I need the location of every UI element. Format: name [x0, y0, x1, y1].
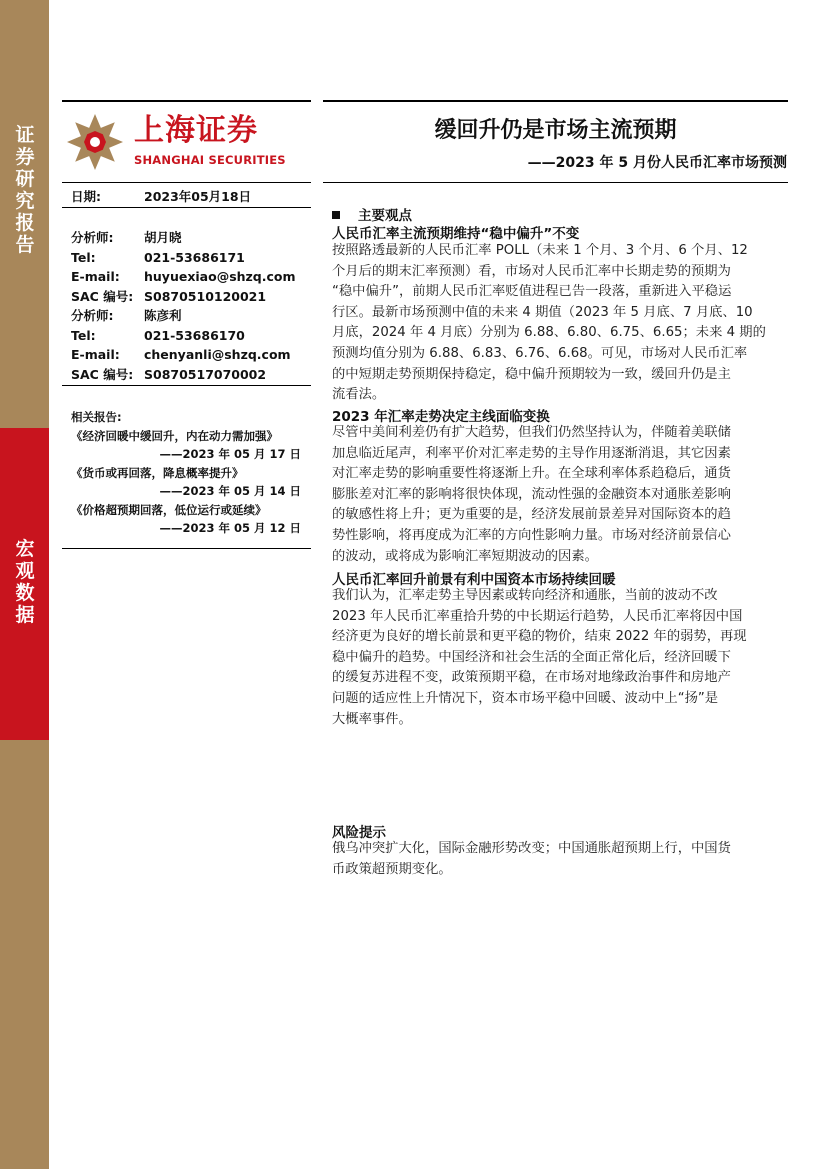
text-line: 流看法。 [332, 387, 386, 403]
text-line: “稳中偏升”，前期人民币汇率贬值进程已告一段落，重新进入平稳运 [332, 284, 732, 300]
meta-value: S0870517070002 [144, 366, 267, 382]
related-report-link[interactable]: 《货币或再回落，降息概率提升》 [71, 465, 244, 480]
section-heading: 人民币汇率主流预期维持“稳中偏升”不变 [332, 226, 580, 242]
text-line: 经济更为良好的增长前景和更平稳的物价，结束 2022 年的弱势，再现 [332, 629, 747, 645]
related-heading: 相关报告: [71, 410, 122, 424]
meta-label: E-mail: [71, 347, 120, 362]
meta-label: Tel: [71, 249, 96, 265]
related-report-link[interactable]: 《价格超预期回落，低位运行或延续》 [71, 502, 267, 517]
text-line: 对汇率走势的影响重要性将逐渐上升。在全球利率体系趋稳后，通货 [332, 466, 731, 482]
brand-name-en: SHANGHAI SECURITIES [134, 153, 286, 167]
related-report-date: ——2023 年 05 月 17 日 [159, 447, 301, 461]
text-line: 尽管中美间利差仍有扩大趋势，但我们仍然坚持认为，伴随着美联储 [332, 425, 731, 440]
report-title: 缓回升仍是市场主流预期 [434, 118, 677, 143]
octagon-sun-logo-icon [66, 113, 124, 171]
meta-label: SAC 编号: [71, 288, 134, 304]
text-line: 月底，2024 年 4 月底）分别为 6.88、6.80、6.75、6.65；未来 4 期的 [332, 325, 766, 341]
text-line: 预测均值分别为 6.88、6.83、6.76、6.68。可见，市场对人民币汇率 [332, 345, 748, 361]
square-bullet-icon [332, 211, 340, 219]
section-paragraph [332, 241, 781, 406]
text-line: 的波动，或将成为影响汇率短期波动的因素。 [332, 548, 598, 564]
top-rule-left [62, 100, 311, 102]
meta-label: 分析师: [71, 308, 114, 323]
meta-bottom-rule [62, 385, 311, 386]
meta-value: 陈彦利 [144, 308, 182, 323]
meta-value: S0870510120021 [144, 288, 267, 304]
section-paragraph [332, 586, 781, 730]
related-report-link[interactable]: 《经济回暖中缓回升，内在动力需加强》 [71, 428, 278, 443]
meta-label: Tel: [71, 327, 96, 343]
text-line: 的敏感性将上升；更为重要的是，经济发展前景差异对国际资本的趋 [332, 507, 731, 523]
meta-label: 分析师: [71, 230, 114, 245]
text-line: 按照路透最新的人民币汇率 POLL（未来 1 个月、3 个月、6 个月、12 [332, 243, 748, 258]
risk-heading: 风险提示 [332, 825, 386, 841]
text-line: 我们认为，汇率走势主导因素或转向经济和通胀，当前的波动不改 [332, 588, 718, 603]
text-line: 的缓复苏进程不变，政策预期平稳，在市场对地缘政治事件和房地产 [332, 670, 731, 686]
meta-top-rule [62, 182, 311, 183]
text-line: 2023 年人民币汇率重拾升势的中长期运行趋势，人民币汇率将因中国 [332, 608, 743, 624]
meta-label: 日期: [71, 189, 101, 204]
section-heading: 人民币汇率回升前景有利中国资本市场持续回暖 [332, 572, 616, 588]
text-line: 加息临近尾声，利率平价对汇率走势的主导作用逐渐消退，其它因素 [332, 445, 731, 461]
text-line: 大概率事件。 [332, 711, 412, 727]
brand-name-cn: 上海证券 [134, 113, 258, 148]
key-points-heading [332, 204, 412, 224]
text-line: 行区。最新市场预测中值的未来 4 期值（2023 年 5 月底、7 月底、10 [332, 304, 753, 320]
meta-label: E-mail: [71, 269, 120, 284]
sidebar-topic-label: 宏观数据 [15, 538, 35, 626]
meta-value: chenyanli@shzq.com [144, 347, 291, 362]
related-reports [71, 408, 301, 538]
meta-value: huyuexiao@shzq.com [144, 269, 296, 284]
related-report-date: ——2023 年 05 月 12 日 [159, 521, 301, 535]
related-report-date: ——2023 年 05 月 14 日 [159, 484, 301, 498]
title-bottom-rule [323, 182, 788, 183]
risk-paragraph [332, 839, 781, 880]
sidebar-category-label: 证券研究报告 [15, 124, 35, 256]
text-line: 稳中偏升的趋势。中国经济和社会生活的全面正常化后，经济回暖下 [332, 649, 731, 665]
related-bottom-rule [62, 548, 311, 549]
text-line: 势性影响，将再度成为汇率的方向性影响力量。市场对经济前景信心 [332, 527, 731, 543]
meta-value: 胡月晓 [144, 230, 182, 245]
meta-value: 021-53686171 [144, 249, 245, 265]
text-line: 俄乌冲突扩大化，国际金融形势改变；中国通胀超预期上行，中国货 [332, 841, 731, 856]
meta-value: 021-53686170 [144, 327, 245, 343]
meta-value: 2023年05月18日 [144, 189, 252, 204]
meta-label: SAC 编号: [71, 366, 134, 382]
text-line: 的中短期走势预期保持稳定，稳中偏升预期较为一致，缓回升仍是主 [332, 366, 731, 382]
key-points-label: 主要观点 [358, 208, 412, 224]
text-line: 膨胀差对汇率的影响将很快体现，流动性强的金融资本对通胀差影响 [332, 486, 731, 502]
report-subtitle: ——2023 年 5 月份人民币汇率市场预测 [527, 155, 787, 171]
section-paragraph [332, 423, 781, 567]
text-line: 问题的适应性上升情况下，资本市场平稳中回暖、波动中上“扬”是 [332, 690, 719, 706]
top-rule-right [323, 100, 788, 102]
text-line: 币政策超预期变化。 [332, 861, 452, 877]
date-rule [62, 207, 311, 208]
text-line: 个月后的期末汇率预测）看，市场对人民币汇率中长期走势的预期为 [332, 263, 731, 279]
section-heading: 2023 年汇率走势决定主线面临变换 [332, 409, 550, 425]
